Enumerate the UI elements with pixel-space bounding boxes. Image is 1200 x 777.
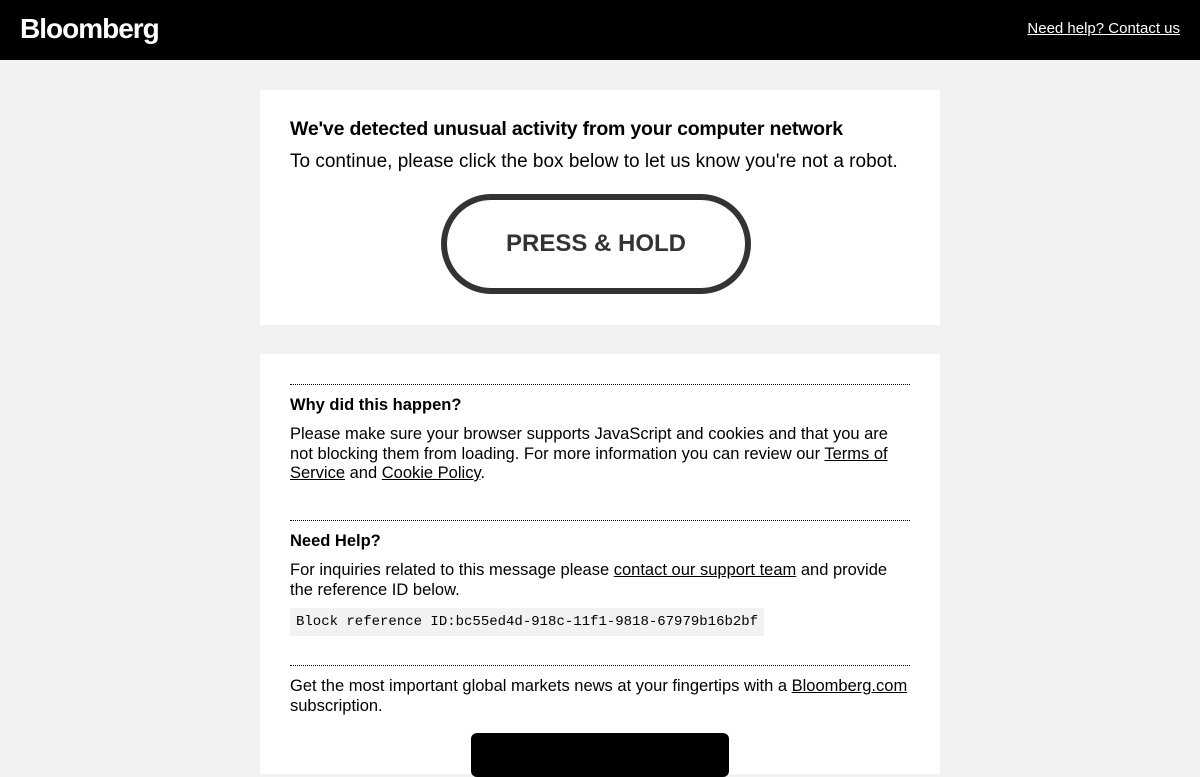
why-text: Please make sure your browser supports JavaScript and cookies and that you are not blocking them from loading. For more information you can review our [290,425,888,463]
cookie-policy-link[interactable]: Cookie Policy [381,464,481,482]
bloomberg-com-link[interactable]: Bloomberg.com [791,677,908,695]
support-team-link[interactable]: contact our support team [613,561,797,579]
captcha-card [260,90,940,325]
promo-text: Get the most important global markets news at your fingertips with a [290,677,792,695]
press-and-hold-button[interactable]: PRESS & HOLD [441,194,751,294]
why-paragraph [290,425,910,484]
captcha-headline: We've detected unusual activity from your computer network [290,118,843,140]
top-bar [0,0,1200,60]
help-text-end: and provide the reference ID below. [290,561,888,599]
help-text: For inquiries related to this message please [290,561,614,579]
subscribe-button[interactable] [471,733,729,777]
info-card [260,354,940,774]
help-title: Need Help? [290,532,381,550]
why-text-end: . [480,464,486,482]
promo-paragraph [290,677,910,716]
promo-text-end: subscription. [290,696,383,715]
divider [290,384,910,385]
contact-us-link[interactable]: Need help? Contact us [1027,20,1180,37]
captcha-instruction: To continue, please click the box below to let us know you're not a robot. [290,151,898,172]
help-paragraph [290,561,910,600]
terms-of-service-link[interactable]: Terms of Service [290,444,888,482]
block-reference-id: Block reference ID:bc55ed4d-918c-11f1-9818-67979b16b2bf [290,608,764,636]
divider [290,665,910,666]
why-title: Why did this happen? [290,396,462,414]
bloomberg-logo[interactable]: Bloomberg [20,13,159,44]
why-text-and: and [345,464,382,482]
divider [290,520,910,521]
